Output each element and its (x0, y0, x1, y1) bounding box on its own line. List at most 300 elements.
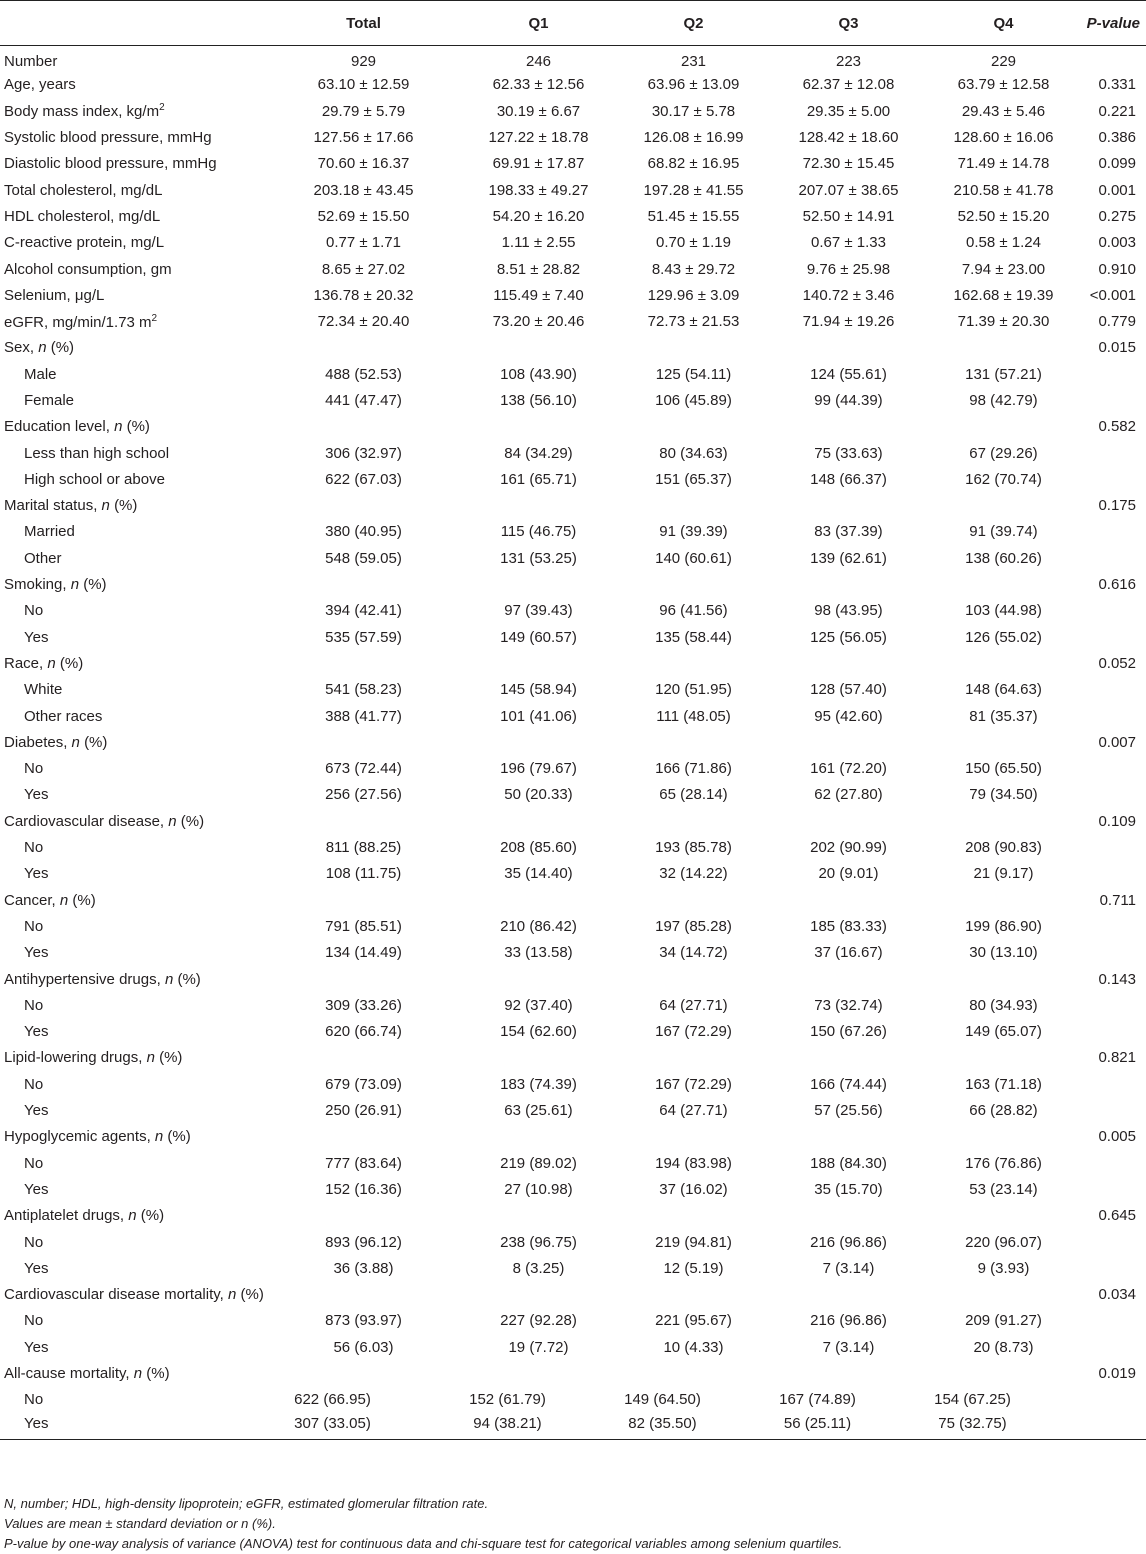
p-value-cell: 0.386 (1098, 129, 1136, 147)
table-cell (266, 1281, 461, 1307)
row-label (0, 703, 266, 729)
table-cell: 136.78 ± 20.32 (313, 286, 414, 304)
row-label-percent: (%) (50, 339, 75, 357)
table-cell: 69.91 ± 17.87 (492, 155, 585, 173)
table-cell (771, 571, 926, 597)
table-cell: 32 (14.22) (659, 865, 728, 883)
table-cell (926, 1281, 1081, 1307)
table-cell (266, 414, 461, 440)
row-label-text: Yes (24, 1259, 49, 1277)
table-cell: 167 (72.29) (655, 1075, 732, 1093)
p-value-cell (1081, 756, 1146, 782)
row-label-text: HDL cholesterol, mg/dL (4, 207, 161, 225)
table-cell: 37 (16.02) (659, 1180, 728, 1198)
table-cell (926, 1045, 1081, 1071)
table-cell (771, 650, 926, 676)
table-row (0, 624, 1146, 650)
table-cell: 167 (74.89) (779, 1391, 856, 1409)
p-value-cell: <0.001 (1089, 286, 1136, 304)
table-cell (461, 414, 616, 440)
table-cell: 75 (32.75) (926, 1413, 1081, 1439)
header-q1: Q1 (461, 1, 616, 46)
table-category-row (0, 1360, 1146, 1386)
table-cell: 56 (25.11) (771, 1413, 926, 1439)
table-body (0, 46, 1146, 1440)
row-label-text: Race, (4, 654, 44, 672)
table-cell (266, 493, 461, 519)
row-label-n: n (114, 418, 123, 436)
row-label-n: n (71, 733, 80, 751)
row-label-text: Cancer, (4, 891, 56, 909)
row-label (0, 834, 266, 860)
table-cell: 108 (43.90) (500, 365, 577, 383)
table-cell: 30.19 ± 6.67 (496, 102, 581, 120)
table-row (0, 256, 1146, 282)
row-label-text: Smoking, (4, 576, 67, 594)
table-cell: 80 (34.63) (659, 444, 728, 462)
p-value-cell (1081, 1387, 1146, 1413)
table-cell (926, 335, 1081, 361)
row-label-text: Other races (24, 707, 103, 725)
table-cell: 791 (85.51) (325, 917, 402, 935)
p-value-cell (1081, 913, 1146, 939)
table-cell: 199 (86.90) (965, 917, 1042, 935)
row-label-n: n (164, 970, 174, 988)
table-cell: 125 (56.05) (810, 628, 887, 646)
table-cell (266, 729, 461, 755)
table-row (0, 230, 1146, 256)
table-cell: 91 (39.39) (659, 523, 728, 541)
table-cell: 0.77 ± 1.71 (326, 234, 401, 252)
table-cell: 19 (7.72) (508, 1338, 569, 1356)
table-cell: 71.49 ± 14.78 (957, 155, 1050, 173)
table-cell: 250 (26.91) (325, 1102, 402, 1120)
row-label (0, 1308, 266, 1334)
row-label (0, 1045, 266, 1071)
row-label-percent: (%) (146, 1364, 170, 1382)
p-value-cell (1081, 940, 1146, 966)
table-cell (266, 808, 461, 834)
table-cell: 68.82 ± 16.95 (647, 155, 740, 173)
p-value-cell (1081, 1097, 1146, 1123)
row-label-percent: (%) (167, 1128, 191, 1146)
row-label-text: Yes (24, 628, 49, 646)
row-label-text: Yes (24, 1023, 49, 1041)
row-label-text: Diabetes, (4, 733, 68, 751)
table-cell: 20 (9.01) (818, 865, 879, 883)
table-cell (926, 571, 1081, 597)
table-cell: 79 (34.50) (969, 786, 1038, 804)
table-cell (616, 1360, 771, 1386)
p-value-cell (1081, 992, 1146, 1018)
table-cell: 183 (74.39) (500, 1075, 577, 1093)
table-cell (926, 493, 1081, 519)
row-label (0, 308, 266, 334)
table-cell: 0.58 ± 1.24 (966, 234, 1041, 252)
table-row (0, 519, 1146, 545)
table-cell (461, 1124, 616, 1150)
table-category-row (0, 1045, 1146, 1071)
table-cell: 29.79 ± 5.79 (321, 102, 406, 120)
row-label (0, 756, 266, 782)
row-label-text: No (24, 839, 44, 857)
footnote-values: Values are mean ± standard deviation or n (%). (4, 1516, 276, 1531)
p-value-cell (1081, 1255, 1146, 1281)
row-label-text: No (24, 602, 44, 620)
row-label-text: White (24, 681, 63, 699)
table-row (0, 756, 1146, 782)
row-label (0, 1255, 266, 1281)
table-row (0, 46, 1146, 72)
row-label-percent: (%) (114, 497, 138, 515)
table-cell (771, 1124, 926, 1150)
table-cell: 84 (34.29) (504, 444, 573, 462)
row-label-n: n (47, 654, 56, 672)
table-cell: 63.79 ± 12.58 (957, 76, 1050, 94)
row-label (0, 571, 266, 597)
table-cell (461, 1281, 616, 1307)
table-cell: 65 (28.14) (659, 786, 728, 804)
row-label-superscript: 2 (151, 312, 158, 324)
table-cell: 149 (65.07) (965, 1023, 1042, 1041)
table-cell: 8 (3.25) (512, 1259, 565, 1277)
table-cell (771, 729, 926, 755)
table-row (0, 1176, 1146, 1202)
row-label (0, 1334, 266, 1360)
table-cell: 81 (35.37) (969, 707, 1038, 725)
table-cell: 71.94 ± 19.26 (802, 313, 895, 331)
table-cell: 36 (3.88) (333, 1259, 394, 1277)
table-category-row (0, 729, 1146, 755)
table-cell: 80 (34.93) (969, 996, 1038, 1014)
row-label-percent: (%) (72, 891, 96, 909)
table-cell: 9.76 ± 25.98 (806, 260, 891, 278)
row-label-text: All-cause mortality, (4, 1364, 130, 1382)
table-cell: 72.30 ± 15.45 (802, 155, 895, 173)
table-cell: 131 (53.25) (500, 549, 577, 567)
row-label-text: Alcohol consumption, gm (4, 260, 172, 278)
p-value-cell (1081, 834, 1146, 860)
table-cell: 8.51 ± 28.82 (496, 260, 581, 278)
row-label (0, 361, 266, 387)
p-value-cell (1081, 46, 1146, 72)
table-cell: 197.28 ± 41.55 (643, 181, 744, 199)
row-label (0, 46, 266, 72)
table-cell: 51.45 ± 15.55 (647, 207, 740, 225)
row-label-n: n (146, 1049, 155, 1067)
p-value-cell (1081, 1308, 1146, 1334)
table-cell (771, 1281, 926, 1307)
table-cell: 150 (65.50) (965, 760, 1042, 778)
p-value-cell: 0.645 (1098, 1207, 1136, 1225)
row-label-text: Diastolic blood pressure, mmHg (4, 155, 217, 173)
row-label (0, 992, 266, 1018)
table-cell (266, 1360, 461, 1386)
table-cell: 161 (65.71) (500, 470, 577, 488)
table-cell: 115.49 ± 7.40 (493, 286, 584, 304)
table-category-row (0, 650, 1146, 676)
row-label-text: Selenium, μg/L (4, 286, 105, 304)
table-cell: 167 (72.29) (655, 1023, 732, 1041)
table-cell: 0.67 ± 1.33 (811, 234, 886, 252)
table-cell: 127.56 ± 17.66 (313, 129, 414, 147)
table-cell: 197 (85.28) (655, 917, 732, 935)
table-cell (461, 335, 616, 361)
row-label-percent: (%) (159, 1049, 183, 1067)
table-category-row (0, 808, 1146, 834)
table-cell: 33 (13.58) (504, 944, 573, 962)
table-row (0, 992, 1146, 1018)
p-value-cell: 0.019 (1098, 1364, 1136, 1382)
p-value-cell (1081, 677, 1146, 703)
table-cell: 129.96 ± 3.09 (647, 286, 740, 304)
row-label (0, 440, 266, 466)
p-value-cell (1081, 703, 1146, 729)
table-cell: 29.35 ± 5.00 (806, 102, 891, 120)
table-cell (461, 729, 616, 755)
row-label (0, 650, 266, 676)
table-cell (461, 966, 616, 992)
table-cell (926, 650, 1081, 676)
p-value-cell: 0.175 (1098, 497, 1136, 515)
table-cell: 163 (71.18) (965, 1075, 1042, 1093)
row-label-text: No (24, 1391, 44, 1409)
table-cell: 145 (58.94) (500, 681, 577, 699)
table-cell: 64 (27.71) (659, 1102, 728, 1120)
table-cell: 103 (44.98) (965, 602, 1042, 620)
table-row (0, 72, 1146, 98)
row-label-text: No (24, 1075, 44, 1093)
table-cell: 57 (25.56) (814, 1102, 883, 1120)
p-value-cell (1081, 1229, 1146, 1255)
p-value-cell: 0.015 (1098, 339, 1136, 357)
table-cell: 388 (41.77) (325, 707, 402, 725)
p-value-cell (1081, 861, 1146, 887)
table-cell: 208 (90.83) (965, 839, 1042, 857)
table-row (0, 203, 1146, 229)
row-label-text: Antiplatelet drugs, (4, 1207, 125, 1225)
p-value-cell (1081, 1413, 1146, 1439)
table-cell: 82 (35.50) (616, 1413, 771, 1439)
table-cell: 140.72 ± 3.46 (802, 286, 895, 304)
table-cell (926, 966, 1081, 992)
table-cell (926, 1360, 1081, 1386)
row-label-text: Yes (24, 944, 49, 962)
table-row (0, 1071, 1146, 1097)
table-cell: 35 (14.40) (504, 865, 573, 883)
table-row (0, 1150, 1146, 1176)
table-cell: 8.65 ± 27.02 (321, 260, 406, 278)
p-value-cell: 0.779 (1098, 313, 1136, 331)
table-cell: 166 (71.86) (655, 760, 732, 778)
row-label-text: Other (24, 549, 62, 567)
row-label (0, 177, 266, 203)
row-label (0, 282, 266, 308)
table-row (0, 1255, 1146, 1281)
table-cell: 541 (58.23) (325, 681, 402, 699)
row-label (0, 887, 266, 913)
table-cell (616, 650, 771, 676)
row-label (0, 545, 266, 571)
table-cell: 221 (95.67) (655, 1312, 732, 1330)
table-cell: 20 (8.73) (973, 1338, 1034, 1356)
p-value-cell (1081, 598, 1146, 624)
table-cell: 126 (55.02) (965, 628, 1042, 646)
table-row (0, 677, 1146, 703)
row-label-percent: (%) (177, 970, 201, 988)
row-label-text: Less than high school (24, 444, 170, 462)
table-row (0, 545, 1146, 571)
row-label-text: Yes (24, 1180, 49, 1198)
table-row (0, 1334, 1146, 1360)
table-cell (461, 571, 616, 597)
p-value-cell (1081, 466, 1146, 492)
table-cell: 0.70 ± 1.19 (656, 234, 731, 252)
row-label (0, 335, 266, 361)
table-cell (926, 729, 1081, 755)
table-cell: 162.68 ± 19.39 (953, 286, 1054, 304)
table-cell: 138 (56.10) (500, 392, 577, 409)
table-cell (616, 414, 771, 440)
table-cell: 101 (41.06) (500, 707, 577, 725)
table-cell: 63.10 ± 12.59 (317, 76, 410, 94)
table-cell: 21 (9.17) (973, 865, 1034, 883)
header-p-value-text: P-value (1086, 14, 1140, 32)
table-row (0, 1387, 1146, 1413)
table-cell: 622 (67.03) (325, 470, 402, 488)
row-label-n: n (101, 497, 110, 515)
row-label-text: Sex, (4, 339, 35, 357)
table-cell: 210.58 ± 41.78 (953, 181, 1054, 199)
table-cell: 223 (835, 52, 862, 70)
table-cell: 72.34 ± 20.40 (317, 313, 410, 331)
p-value-cell: 0.616 (1098, 576, 1136, 594)
table-cell: 72.73 ± 21.53 (647, 313, 740, 331)
table-cell: 71.39 ± 20.30 (957, 313, 1050, 331)
row-label (0, 1203, 266, 1229)
footnote-p-value: P-value by one-way analysis of variance (ANOVA) test for continuous data and chi-square test for categorical variables among selenium quartiles. (4, 1536, 843, 1551)
table-row (0, 1018, 1146, 1044)
table-cell (616, 493, 771, 519)
table-cell: 185 (83.33) (810, 917, 887, 935)
row-label-percent: (%) (84, 733, 108, 751)
table-cell: 149 (64.50) (624, 1391, 701, 1409)
table-cell: 154 (67.25) (934, 1391, 1011, 1409)
table-row (0, 151, 1146, 177)
row-label-n: n (70, 576, 80, 594)
table-cell: 216 (96.86) (810, 1233, 887, 1251)
row-label-n: n (168, 812, 177, 830)
row-label-text: No (24, 917, 44, 935)
row-label (0, 1413, 266, 1439)
table-cell: 209 (91.27) (965, 1312, 1042, 1330)
table-category-row (0, 493, 1146, 519)
p-value-cell (1081, 1150, 1146, 1176)
row-label-text: Antihypertensive drugs, (4, 970, 161, 988)
table-row (0, 834, 1146, 860)
table-cell (266, 1124, 461, 1150)
table-cell (616, 808, 771, 834)
row-label-text: C-reactive protein, mg/L (4, 234, 165, 252)
table-row (0, 440, 1146, 466)
table-cell: 120 (51.95) (655, 681, 732, 699)
row-label-percent: (%) (180, 812, 205, 830)
row-label (0, 1018, 266, 1044)
table-cell: 238 (96.75) (500, 1233, 577, 1251)
table-row (0, 466, 1146, 492)
table-cell (926, 1124, 1081, 1150)
table-cell: 1.11 ± 2.55 (501, 234, 576, 252)
p-value-cell: 0.821 (1098, 1049, 1136, 1067)
row-label-n: n (227, 1286, 237, 1304)
p-value-cell: 0.221 (1098, 102, 1136, 120)
table-cell: 111 (48.05) (656, 707, 731, 725)
p-value-cell: 0.711 (1099, 891, 1136, 909)
table-cell: 70.60 ± 16.37 (317, 155, 410, 173)
table-row (0, 782, 1146, 808)
p-value-cell (1081, 1334, 1146, 1360)
table-category-row (0, 1203, 1146, 1229)
row-label-percent: (%) (240, 1286, 264, 1304)
table-cell: 127.22 ± 18.78 (488, 129, 589, 147)
table-cell: 488 (52.53) (325, 365, 402, 383)
table-cell: 73 (32.74) (814, 996, 883, 1014)
table-row (0, 598, 1146, 624)
p-value-cell (1081, 519, 1146, 545)
table-cell (771, 335, 926, 361)
table-cell (616, 887, 771, 913)
table-cell (771, 414, 926, 440)
table-cell: 91 (39.74) (969, 523, 1038, 541)
table-cell: 929 (350, 52, 377, 70)
table-cell: 108 (11.75) (325, 865, 402, 883)
row-label (0, 414, 266, 440)
table-cell: 30 (13.10) (969, 944, 1038, 962)
table-cell: 96 (41.56) (659, 602, 728, 620)
table-cell: 231 (680, 52, 707, 70)
p-value-cell: 0.052 (1098, 654, 1136, 672)
table-cell (266, 1203, 461, 1229)
table-cell: 309 (33.26) (325, 996, 402, 1014)
table-cell: 149 (60.57) (500, 628, 577, 646)
table-cell: 124 (55.61) (810, 365, 887, 383)
row-label-percent: (%) (59, 654, 84, 672)
table-cell: 29.43 ± 5.46 (961, 102, 1046, 120)
table-cell: 673 (72.44) (325, 760, 402, 778)
table-row (0, 387, 1146, 413)
p-value-cell: 0.910 (1098, 260, 1136, 278)
table-cell: 9 (3.93) (977, 1259, 1030, 1277)
table-cell: 154 (62.60) (500, 1023, 577, 1041)
table-cell: 66 (28.82) (969, 1102, 1038, 1120)
table-cell: 193 (85.78) (655, 839, 732, 857)
table-cell (266, 650, 461, 676)
table-cell: 34 (14.72) (659, 944, 728, 962)
table-row (0, 1229, 1146, 1255)
row-label-text: Total cholesterol, mg/dL (4, 181, 163, 199)
p-value-cell: 0.109 (1098, 812, 1136, 830)
row-label (0, 1281, 266, 1307)
row-label-text: Cardiovascular disease, (4, 812, 165, 830)
row-label (0, 1387, 266, 1413)
table-cell (461, 650, 616, 676)
row-label (0, 1360, 266, 1386)
p-value-cell: 0.582 (1098, 418, 1136, 436)
table-cell: 229 (990, 52, 1017, 70)
row-label-text: No (24, 996, 44, 1014)
table-cell: 30.17 ± 5.78 (651, 102, 736, 120)
row-label (0, 1124, 266, 1150)
